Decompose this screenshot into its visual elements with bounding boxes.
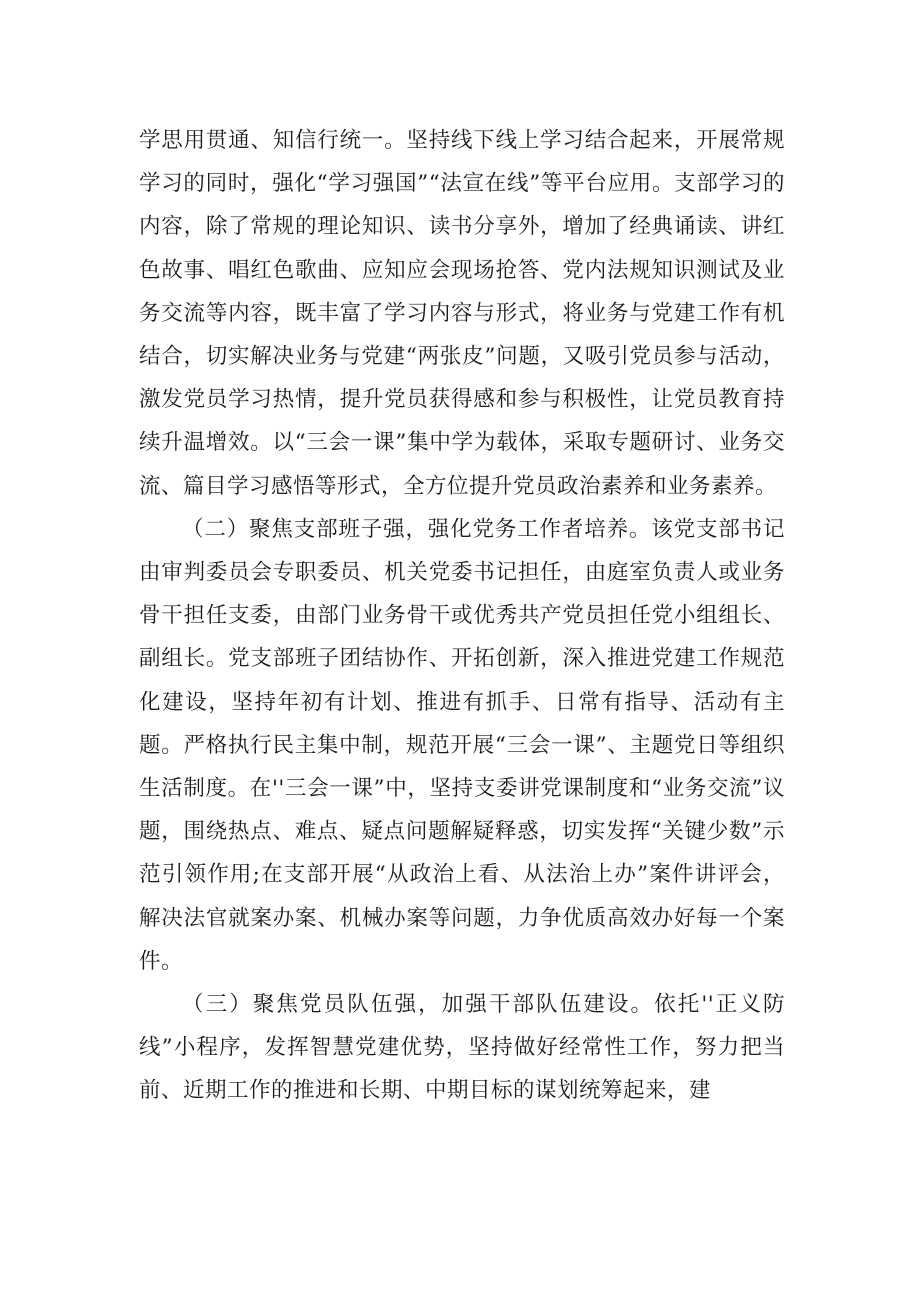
document-body bbox=[139, 119, 785, 1113]
paragraph-branch-leadership: （二）聚焦支部班子强，强化党务工作者培养。该党支部书记由审判委员会专职委员、机关党委书记担任，由庭室负责人或业务骨干担任支委，由部门业务骨干或优秀共产党员担任党小组组长、副组长。党支部班子团结协作、开拓创新，深入推进党建工作规范化建设，坚持年初有计划、推进有抓手、日常有指导、活动有主题。严格执行民主集中制，规范开展“三会一课”、主题党日等组织生活制度。在''三会一课”中，坚持支委讲党课制度和“业务交流”议题，围绕热点、难点、疑点问题解疑释惑，切实发挥“关键少数”示范引领作用;在支部开展“从政治上看、从法治上办”案件讲评会，解决法官就案办案、机械办案等问题，力争优质高效办好每一个案件。 bbox=[139, 516, 785, 974]
paragraph-study-methods: 学思用贯通、知信行统一。坚持线下线上学习结合起来，开展常规学习的同时，强化“学习强国”“法宣在线”等平台应用。支部学习的内容，除了常规的理论知识、读书分享外，增加了经典诵读、讲红色故事、唱红色歌曲、应知应会现场抢答、党内法规知识测试及业务交流等内容，既丰富了学习内容与形式，将业务与党建工作有机结合，切实解决业务与党建“两张皮”问题，又吸引党员参与活动，激发党员学习热情，提升党员获得感和参与积极性，让党员教育持续升温增效。以“三会一课”集中学为载体，采取专题研讨、业务交流、篇目学习感悟等形式，全方位提升党员政治素养和业务素养。 bbox=[139, 128, 785, 499]
paragraph-party-member-team: （三）聚焦党员队伍强，加强干部队伍建设。依托''正义防线”小程序，发挥智慧党建优势，坚持做好经常性工作，努力把当前、近期工作的推进和长期、中期目标的谋划统筹起来，建 bbox=[139, 992, 785, 1104]
